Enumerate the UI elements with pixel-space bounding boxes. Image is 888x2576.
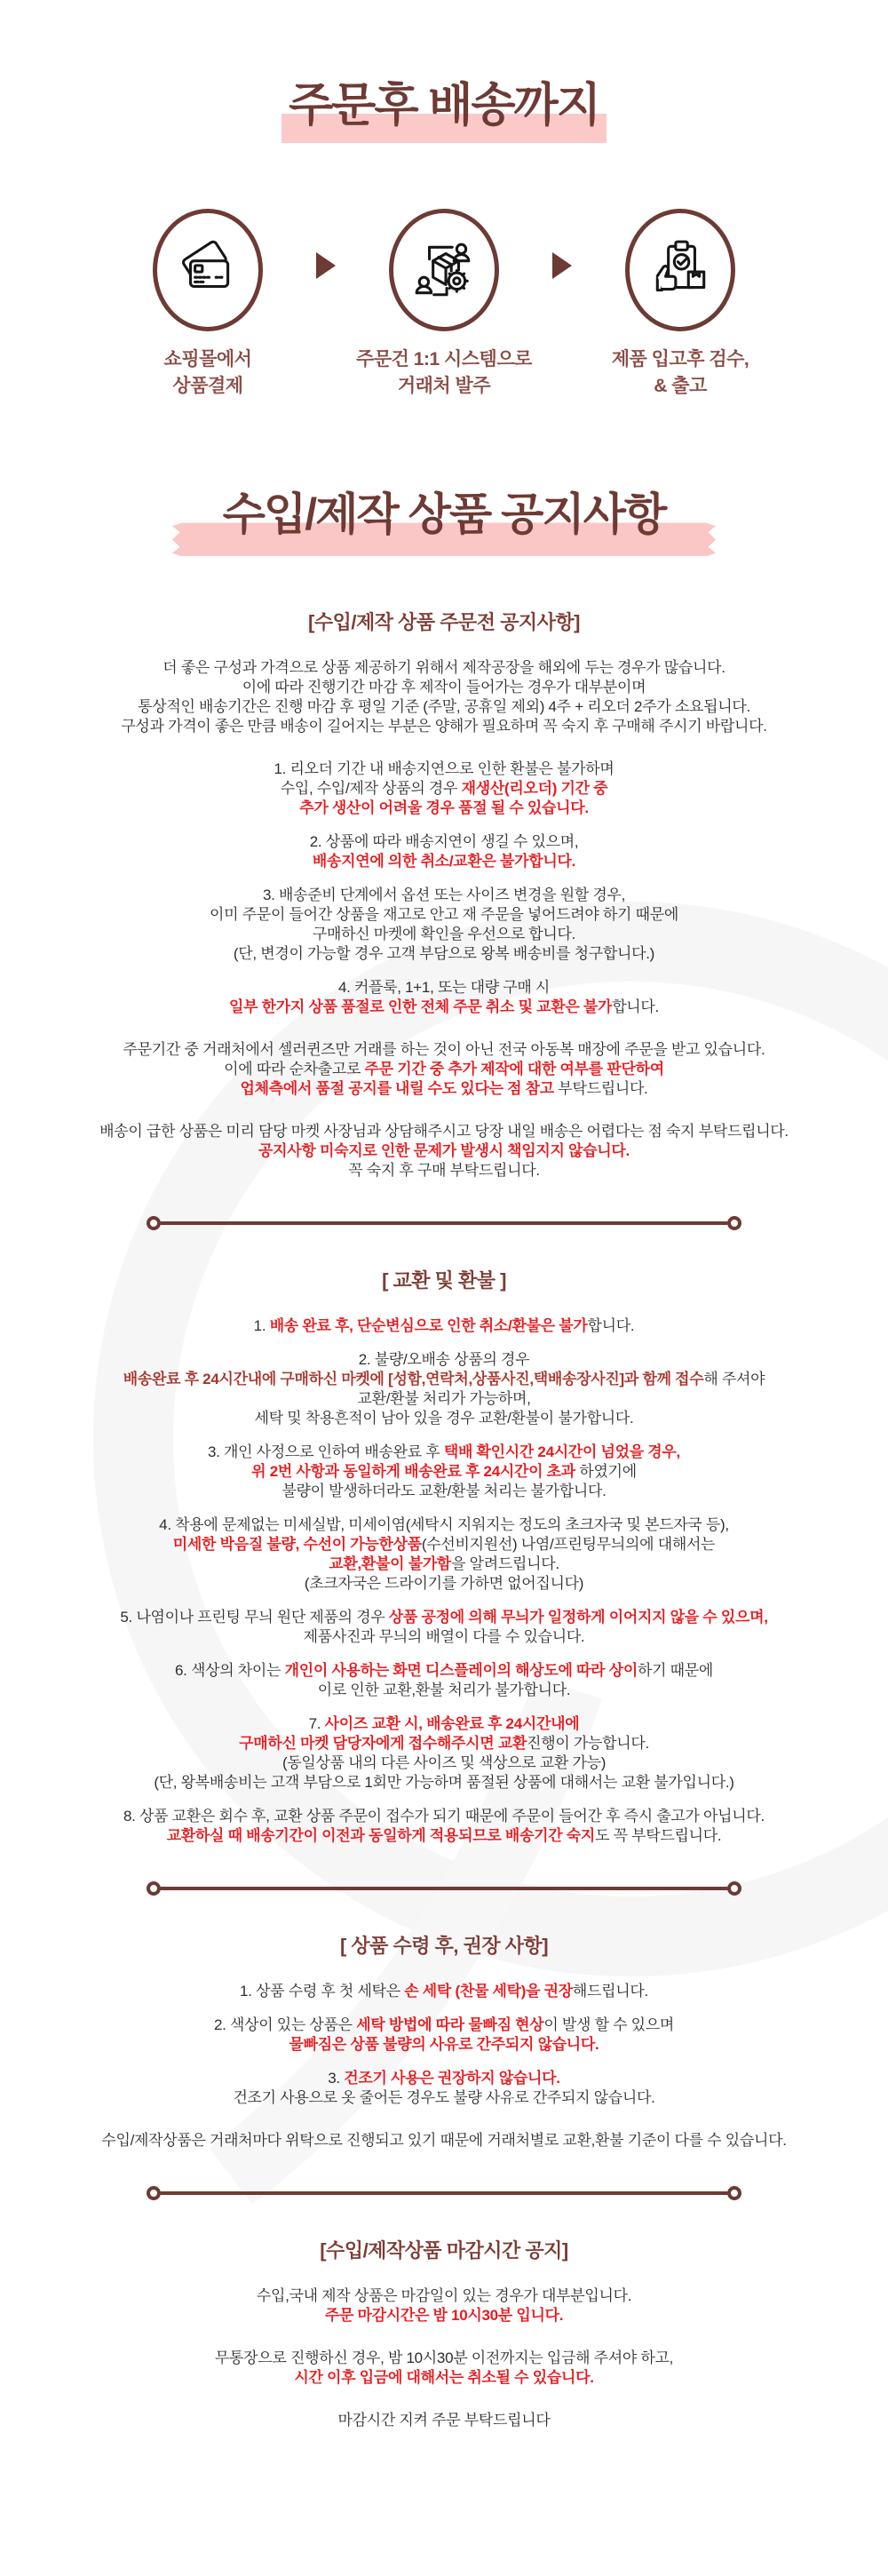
notice-line bbox=[18, 1122, 870, 1141]
text-segment: 하였기에 bbox=[575, 1463, 637, 1481]
notice-body bbox=[0, 608, 888, 2498]
text-segment: 택배 확인시간 24시간이 넘었을 경우, bbox=[443, 1443, 680, 1461]
notice-line bbox=[18, 1574, 870, 1594]
arrow-right-icon bbox=[316, 252, 336, 279]
text-segment: 수입,국내 제작 상품은 마감일이 있는 경우가 대부분입니다. bbox=[256, 2287, 632, 2305]
notice-line bbox=[18, 2411, 870, 2430]
notice-line bbox=[18, 1982, 870, 2001]
notice-title-section bbox=[0, 490, 888, 567]
notice-line bbox=[18, 1316, 870, 1336]
page-title bbox=[0, 0, 888, 143]
section-divider bbox=[147, 1881, 741, 1896]
notice-line bbox=[18, 1443, 870, 1462]
text-segment: 배송이 급한 상품은 미리 담당 마켓 사장님과 상담해주시고 당장 내일 배송은 어렵다는 점 숙지 부탁드립니다. bbox=[99, 1123, 789, 1141]
step-label-line: 쇼핑몰에서 bbox=[163, 348, 252, 370]
text-segment: 건조기 사용으로 옷 줄어든 경우도 불량 사유로 간주되지 않습니다. bbox=[233, 2089, 655, 2107]
divider-ring-icon bbox=[727, 1881, 741, 1896]
divider-ring-icon bbox=[147, 1881, 161, 1896]
text-segment: 무통장으로 진행하신 경우, 밤 10시30분 이전까지는 입금해 주셔야 하고, bbox=[214, 2349, 674, 2367]
text-segment: 이 발생 할 수 있으며 bbox=[543, 2016, 675, 2034]
section-heading: [ 상품 수령 후, 권장 사항] bbox=[339, 1935, 549, 1958]
notice-line bbox=[18, 1350, 870, 1370]
notice-line bbox=[18, 905, 870, 925]
notice-line bbox=[18, 852, 870, 871]
inspection-shipping-icon bbox=[647, 237, 713, 303]
notice-line bbox=[18, 658, 870, 678]
text-segment: 통상적인 배송기간은 진행 마감 후 평일 기준 (주말, 공휴일 제외) 4주 + 리오더 2주가 소요됩니다. bbox=[138, 698, 750, 716]
notice-paragraph bbox=[18, 759, 870, 818]
notice-line bbox=[18, 779, 870, 799]
text-segment: 구성과 가격이 좋은 만큼 배송이 길어지는 부분은 양해가 필요하며 꼭 숙지 후 구매해 주시기 바랍니다. bbox=[121, 718, 767, 735]
text-segment: (단, 왕복배송비는 고객 부담으로 1회만 가능하며 품절된 상품에 대해서는 교환 불가입니다.) bbox=[154, 1774, 734, 1792]
divider-ring-icon bbox=[147, 1216, 161, 1230]
text-segment: 을 알려드립니다. bbox=[451, 1555, 559, 1573]
notice-paragraph bbox=[18, 886, 870, 964]
text-segment: 마감시간 지켜 주문 부탁드립니다 bbox=[337, 2412, 551, 2429]
divider-line bbox=[160, 1221, 728, 1225]
notice-line bbox=[18, 2131, 870, 2151]
text-segment: (수선비지원선) 나염/프린팅무늬의에 대해서는 bbox=[421, 1536, 716, 1554]
notice-line bbox=[18, 1389, 870, 1409]
notice-line bbox=[18, 1773, 870, 1793]
text-segment: 합니다. bbox=[612, 998, 659, 1016]
text-segment: 업체측에서 품절 공지를 내릴 수도 있다는 점 참고 bbox=[240, 1080, 554, 1098]
text-segment: 주문기간 중 거래처에서 셀러퀸즈만 거래를 하는 것이 아닌 전국 아동복 매장에 주문을 받고 있습니다. bbox=[123, 1041, 765, 1059]
notice-paragraph bbox=[18, 1714, 870, 1793]
text-segment: 구매하신 마켓 담당자에게 접수해주시면 교환 bbox=[239, 1735, 527, 1753]
step-label-line: 주문건 1:1 시스템으로 bbox=[356, 348, 532, 370]
notice-paragraph bbox=[18, 1982, 870, 2001]
text-segment: (동일상품 내의 다른 사이즈 및 색상으로 교환 가능) bbox=[281, 1754, 607, 1772]
text-segment: 시간 이후 입금에 대해서는 취소될 수 있습니다. bbox=[294, 2369, 594, 2387]
divider-ring-icon bbox=[147, 2186, 161, 2200]
step-payment bbox=[105, 209, 311, 401]
arrow-right-icon bbox=[552, 252, 572, 279]
notice-line bbox=[18, 2349, 870, 2368]
text-segment: 추가 생산이 어려울 경우 품절 될 수 있습니다. bbox=[299, 799, 589, 817]
text-segment: 이에 따라 진행기간 마감 후 제작이 들어가는 경우가 대부분이며 bbox=[242, 679, 646, 696]
text-segment: 교환,환불이 불가함 bbox=[329, 1555, 452, 1573]
notice-paragraph bbox=[18, 1443, 870, 1501]
text-segment: 사이즈 교환 시, 배송완료 후 24시간내에 bbox=[324, 1715, 580, 1733]
text-segment: 구매하신 마켓에 확인을 우선으로 합니다. bbox=[312, 926, 576, 943]
text-segment: 진행이 가능합니다. bbox=[527, 1735, 649, 1753]
notice-line bbox=[18, 886, 870, 905]
text-segment: 이로 인한 교환,환불 처리가 불가합니다. bbox=[317, 1682, 571, 1699]
step-circle bbox=[153, 209, 263, 331]
notice-paragraph bbox=[18, 2069, 870, 2108]
notice-line bbox=[18, 2306, 870, 2326]
text-segment: 하기 때문에 bbox=[637, 1662, 713, 1680]
step-inspection-shipping bbox=[577, 209, 783, 401]
notice-line bbox=[18, 717, 870, 736]
text-segment: 3. bbox=[328, 2070, 345, 2087]
notice-paragraph bbox=[18, 1122, 870, 1181]
notice-line bbox=[18, 944, 870, 964]
notice-line bbox=[18, 1482, 870, 1501]
text-segment: 손 세탁 (찬물 세탁)을 권장 bbox=[404, 1983, 573, 2000]
notice-paragraph bbox=[18, 1316, 870, 1336]
notice-line bbox=[18, 1409, 870, 1428]
text-segment: 재생산(리오더) 기간 중 bbox=[461, 780, 608, 798]
notice-paragraph bbox=[18, 658, 870, 736]
text-segment: 위 2번 사항과 동일하게 배송완료 후 24시간이 초과 bbox=[251, 1463, 575, 1481]
divider-line bbox=[160, 2191, 728, 2195]
text-segment: 배송 완료 후, 단순변심으로 인한 취소/환불은 불가 bbox=[269, 1317, 588, 1335]
order-system-icon bbox=[411, 237, 477, 303]
notice-line bbox=[18, 697, 870, 717]
text-segment: 6. 색상의 차이는 bbox=[175, 1662, 285, 1680]
notice-paragraph bbox=[18, 978, 870, 1017]
text-segment: 5. 나염이나 프린팅 무늬 원단 제품의 경우 bbox=[120, 1609, 389, 1626]
notice-line bbox=[18, 1826, 870, 1846]
notice-paragraph bbox=[18, 1661, 870, 1700]
text-segment: 수입/제작상품은 거래처마다 위탁으로 진행되고 있기 때문에 거래처별로 교환,환불 기준이 다를 수 있습니다. bbox=[101, 2132, 787, 2150]
text-segment: 불량이 발생하더라도 교환/환불 처리는 불가합니다. bbox=[281, 1483, 607, 1500]
step-order-system bbox=[341, 209, 547, 401]
text-segment: 배송지연에 의한 취소/교환은 불가합니다. bbox=[312, 853, 576, 871]
section-divider bbox=[147, 1216, 741, 1230]
text-segment: 꼭 숙지 후 구매 부탁드립니다. bbox=[348, 1162, 540, 1180]
text-segment: 1. bbox=[253, 1317, 270, 1335]
notice-line bbox=[18, 1714, 870, 1734]
notice-line bbox=[18, 1060, 870, 1079]
text-segment: 도 꼭 부탁드립니다. bbox=[595, 1827, 722, 1845]
divider-line bbox=[160, 1887, 728, 1890]
divider-ring-icon bbox=[727, 1216, 741, 1230]
credit-card-icon bbox=[175, 237, 241, 303]
notice-line bbox=[18, 1661, 870, 1681]
notice-paragraph bbox=[18, 1040, 870, 1099]
text-segment: 해 주셔야 bbox=[703, 1371, 765, 1388]
notice-line bbox=[18, 759, 870, 779]
notice-line bbox=[18, 1734, 870, 1753]
notice-paragraph bbox=[18, 2286, 870, 2326]
section-heading: [ 교환 및 환불 ] bbox=[382, 1269, 506, 1292]
text-segment: 4. 착용에 문제없는 미세실밥, 미세이염(세탁시 지워지는 정도의 초크자국 및 본드자국 등), bbox=[159, 1516, 729, 1534]
notice-line bbox=[18, 925, 870, 944]
text-segment: 공지사항 미숙지로 인한 문제가 발생시 책임지지 않습니다. bbox=[258, 1142, 630, 1160]
step-label-line: 거래처 발주 bbox=[397, 376, 491, 397]
divider-ring-icon bbox=[727, 2186, 741, 2200]
notice-paragraph bbox=[18, 1350, 870, 1428]
notice-line bbox=[18, 1681, 870, 1700]
text-segment: 개인이 사용하는 화면 디스플레이의 해상도에 따라 상이 bbox=[284, 1662, 638, 1680]
order-process-steps bbox=[0, 209, 888, 401]
step-label-line: 제품 입고후 검수, bbox=[611, 348, 749, 370]
step-label bbox=[105, 346, 311, 401]
notice-line bbox=[18, 2368, 870, 2388]
notice-line bbox=[18, 978, 870, 998]
step-label-line: 상품결제 bbox=[172, 376, 243, 397]
text-segment: 3. 배송준비 단계에서 옵션 또는 사이즈 변경을 원할 경우, bbox=[262, 886, 626, 904]
text-segment: 4. 커플룩, 1+1, 또는 대량 구매 시 bbox=[337, 979, 551, 997]
text-segment: 세탁 방법에 따라 물빠짐 현상 bbox=[356, 2016, 544, 2034]
notice-line bbox=[18, 1079, 870, 1099]
text-segment: (단, 변경이 가능할 경우 고객 부담으로 왕복 배송비를 청구합니다.) bbox=[233, 945, 655, 963]
text-segment: 물빠짐은 상품 불량의 사유로 간주되지 않습니다. bbox=[289, 2036, 599, 2054]
notice-line bbox=[18, 1608, 870, 1627]
text-segment: 교환하실 때 배송기간이 이전과 동일하게 적용되므로 배송기간 숙지 bbox=[166, 1827, 596, 1845]
notice-line bbox=[18, 678, 870, 697]
notice-line bbox=[18, 998, 870, 1017]
notice-line bbox=[18, 1554, 870, 1574]
text-segment: 주문 마감시간은 밤 10시30분 입니다. bbox=[324, 2307, 564, 2325]
notice-line bbox=[18, 2069, 870, 2088]
notice-title: 수입/제작 상품 공지사항 bbox=[222, 489, 666, 540]
step-label bbox=[577, 346, 783, 401]
notice-paragraph bbox=[18, 2411, 870, 2430]
text-segment: 이에 따라 순차출고로 bbox=[224, 1061, 365, 1078]
text-segment: 8. 상품 교환은 회수 후, 교환 상품 주문이 접수가 되기 때문에 주문이 들어간 후 즉시 출고가 아닙니다. bbox=[123, 1808, 765, 1825]
notice-line bbox=[18, 2035, 870, 2055]
text-segment: 건조기 사용은 권장하지 않습니다. bbox=[344, 2070, 560, 2087]
notice-paragraph bbox=[18, 2349, 870, 2388]
text-segment: 교환/환불 처리가 가능하며, bbox=[357, 1390, 531, 1408]
text-segment: 1. 리오더 기간 내 배송지연으로 인한 환불은 불가하며 bbox=[274, 760, 614, 778]
text-segment: 2. 상품에 따라 배송지연이 생길 수 있으며, bbox=[309, 833, 579, 851]
text-segment: 2. 색상이 있는 상품은 bbox=[213, 2016, 357, 2034]
text-segment: 이미 주문이 들어간 상품을 재고로 안고 재 주문을 넣어드려야 하기 때문에 bbox=[210, 906, 678, 924]
text-segment: 상품 공정에 의해 무늬가 일정하게 이어지지 않을 수 있으며, bbox=[388, 1609, 768, 1626]
notice-line bbox=[18, 1807, 870, 1826]
section-heading: [수입/제작 상품 주문전 공지사항] bbox=[308, 611, 580, 634]
notice-line bbox=[18, 1515, 870, 1535]
notice-line bbox=[18, 1161, 870, 1181]
notice-paragraph bbox=[18, 1515, 870, 1594]
text-segment: 3. 개인 사정으로 인하여 배송완료 후 bbox=[208, 1443, 444, 1461]
text-segment: 해드립니다. bbox=[572, 1983, 648, 2000]
notice-line bbox=[18, 1535, 870, 1554]
notice-paragraph bbox=[18, 1608, 870, 1647]
text-segment: 제품사진과 무늬의 배열이 다를 수 있습니다. bbox=[303, 1628, 585, 1646]
notice-paragraph bbox=[18, 1807, 870, 1846]
text-segment: 주문 기간 중 추가 제작에 대한 여부를 판단하여 bbox=[364, 1061, 664, 1078]
notice-line bbox=[18, 832, 870, 852]
notice-line bbox=[18, 2015, 870, 2035]
text-segment: (초크자국은 드라이기를 가하면 없어집니다) bbox=[304, 1575, 584, 1593]
text-segment: 2. 불량/오배송 상품의 경우 bbox=[358, 1351, 530, 1369]
text-segment: 수입, 수입/제작 상품의 경우 bbox=[280, 780, 462, 798]
step-circle bbox=[389, 209, 499, 331]
notice-line bbox=[18, 1141, 870, 1161]
text-segment: 미세한 박음질 불량, 수선이 가능한상품 bbox=[172, 1536, 422, 1554]
step-circle bbox=[625, 209, 735, 331]
text-segment: 배송완료 후 24시간내에 구매하신 마켓에 [성함,연락처,상품사진,택배송장사진]과 함께 접수 bbox=[123, 1371, 704, 1388]
notice-line bbox=[18, 1370, 870, 1389]
step-label-line: & 출고 bbox=[654, 376, 707, 397]
notice-line bbox=[18, 1462, 870, 1482]
text-segment: 합니다. bbox=[587, 1317, 635, 1335]
notice-line bbox=[18, 2088, 870, 2108]
text-segment: 7. bbox=[308, 1715, 325, 1733]
notice-paragraph bbox=[18, 2015, 870, 2055]
text-segment: 세탁 및 착용흔적이 남아 있을 경우 교환/환불이 불가합니다. bbox=[254, 1410, 634, 1427]
section-heading: [수입/제작상품 마감시간 공지] bbox=[320, 2239, 568, 2262]
step-label bbox=[341, 346, 547, 401]
text-segment: 일부 한가지 상품 품절로 인한 전체 주문 취소 및 교환은 불가 bbox=[229, 998, 613, 1016]
text-segment: 더 좋은 구성과 가격으로 상품 제공하기 위해서 제작공장을 해외에 두는 경우가 많습니다. bbox=[163, 659, 725, 677]
section-divider bbox=[147, 2186, 741, 2200]
page-title-highlight: 주문후 배송까지 bbox=[281, 82, 607, 143]
text-segment: 1. 상품 수령 후 첫 세탁은 bbox=[240, 1983, 405, 2000]
notice-paragraph bbox=[18, 2131, 870, 2151]
notice-paragraph bbox=[18, 832, 870, 871]
notice-line bbox=[18, 2286, 870, 2306]
notice-line bbox=[18, 1040, 870, 1060]
text-segment: 부탁드립니다. bbox=[553, 1080, 648, 1098]
notice-line bbox=[18, 799, 870, 818]
notice-line bbox=[18, 1753, 870, 1773]
notice-line bbox=[18, 1627, 870, 1647]
